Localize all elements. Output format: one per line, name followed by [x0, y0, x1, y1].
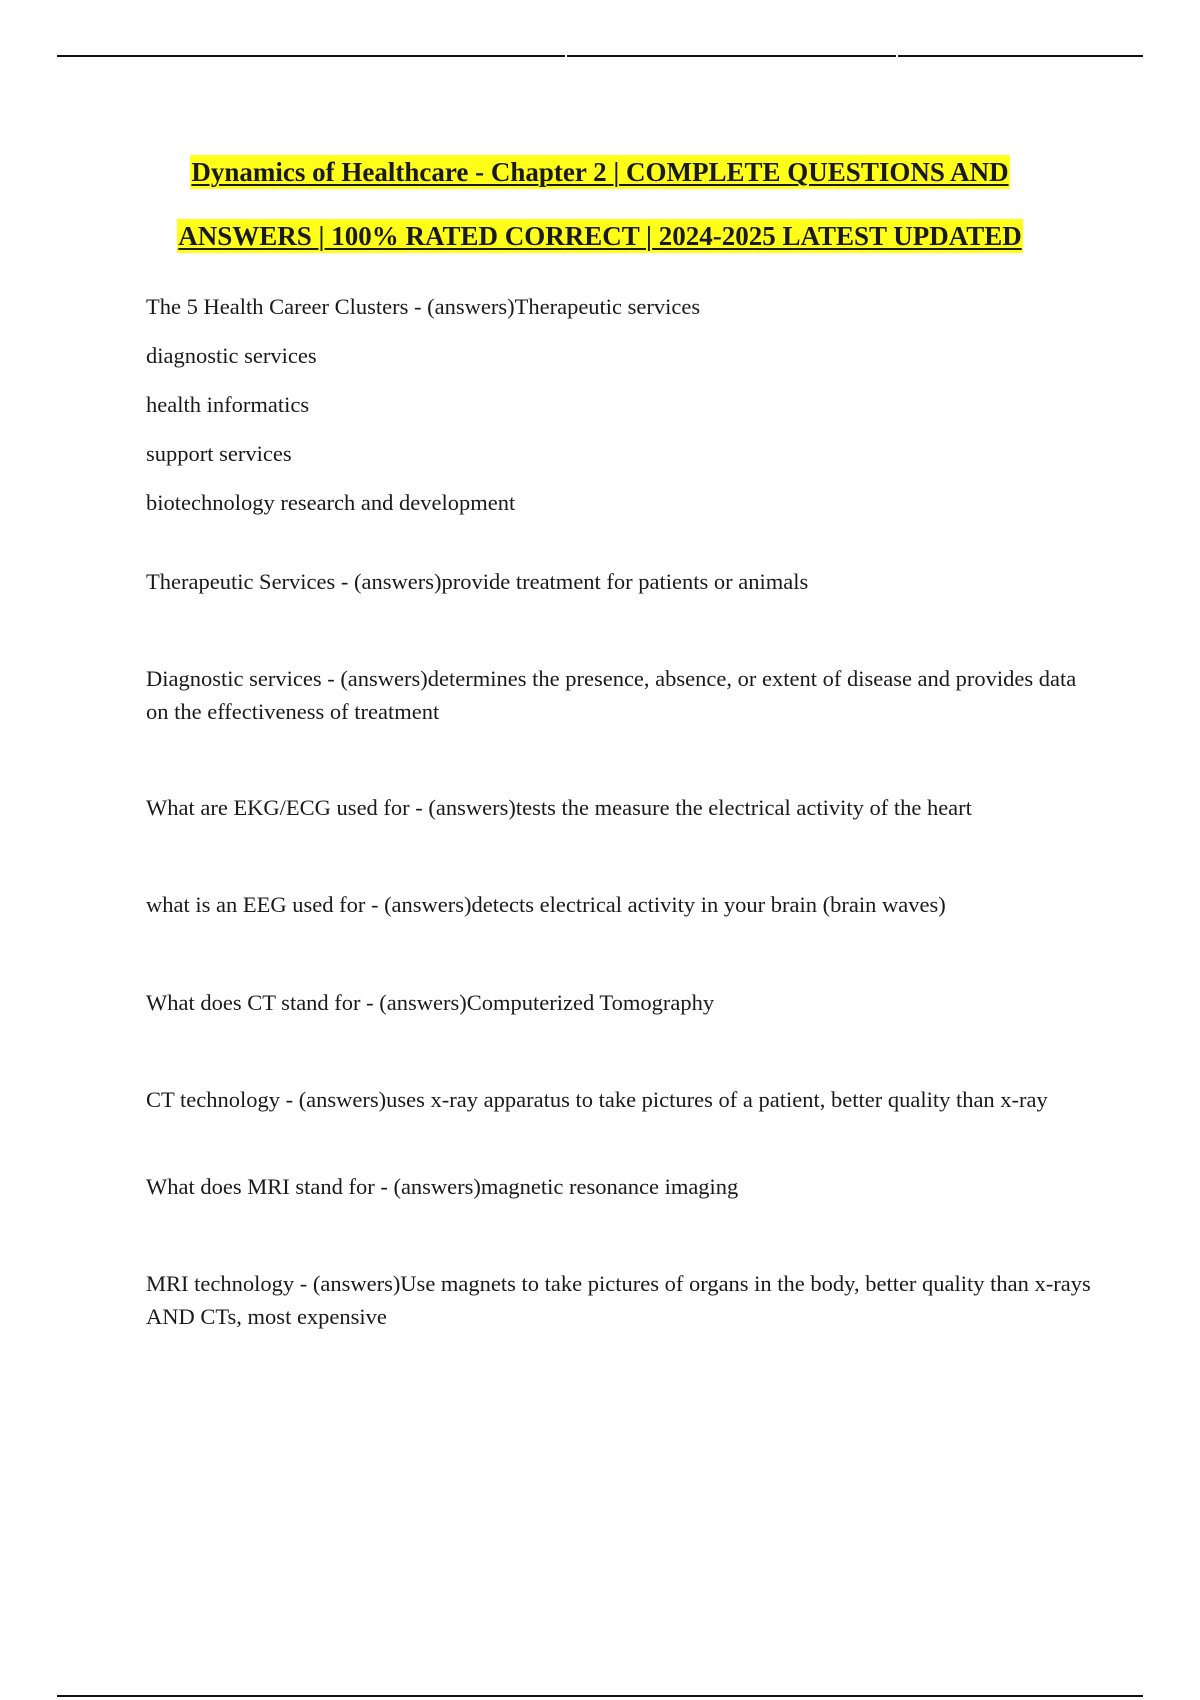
- qa-item: CT technology - (answers)uses x-ray apparatus to take pictures of a patient, better quality than x-ray: [146, 1087, 1048, 1112]
- cluster-item: diagnostic services: [146, 343, 317, 368]
- document-title: [0, 140, 1200, 268]
- qa-item: Therapeutic Services - (answers)provide treatment for patients or animals: [146, 569, 809, 594]
- top-rule: [57, 55, 1143, 57]
- career-clusters: [146, 290, 1096, 519]
- qa-item: What does MRI stand for - (answers)magnetic resonance imaging: [146, 1174, 739, 1199]
- qa-item: MRI technology - (answers)Use magnets to take pictures of organs in the body, better quality than x-rays AND CTs, most expensive: [146, 1271, 1091, 1329]
- qa-item: what is an EEG used for - (answers)detects electrical activity in your brain (brain waves): [146, 892, 946, 917]
- cluster-item: support services: [146, 441, 292, 466]
- cluster-item: biotechnology research and development: [146, 490, 516, 515]
- title-line-1: Dynamics of Healthcare - Chapter 2 | COMPLETE QUESTIONS AND: [191, 157, 1009, 187]
- qa-item: Diagnostic services - (answers)determines the presence, absence, or extent of disease and provides data on the effectiveness of treatment: [146, 666, 1077, 724]
- document-body: [146, 290, 1096, 1333]
- qa-item: What does CT stand for - (answers)Computerized Tomography: [146, 990, 715, 1015]
- cluster-item: health informatics: [146, 392, 310, 417]
- qa-item: What are EKG/ECG used for - (answers)tests the measure the electrical activity of the heart: [146, 795, 972, 820]
- bottom-rule: [57, 1695, 1143, 1697]
- clusters-heading: The 5 Health Career Clusters - (answers)Therapeutic services: [146, 294, 701, 319]
- title-line-2: ANSWERS | 100% RATED CORRECT | 2024-2025 LATEST UPDATED: [178, 221, 1022, 251]
